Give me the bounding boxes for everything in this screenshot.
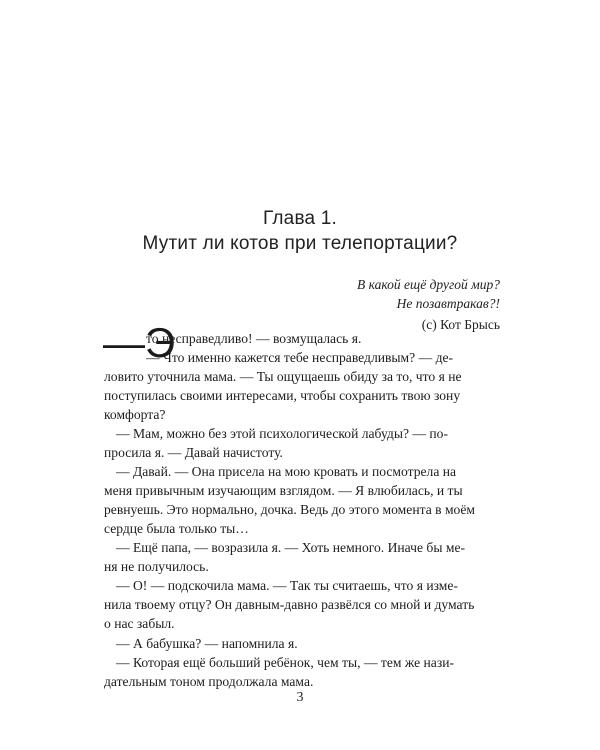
body-line: — О! — подскочила мама. — Так ты считаешь, что я изме- [116, 578, 458, 593]
epigraph-attribution: (с) Кот Брысь [421, 317, 500, 332]
page-number: 3 [296, 690, 304, 705]
epigraph-line1: В какой ещё другой мир? [357, 277, 500, 292]
body-line: — Давай. — Она присела на мою кровать и посмотрела на [116, 464, 457, 479]
body-line: ня не получилось. [104, 559, 209, 574]
body-line: — Мам, можно без этой психологической лабуды? — по- [116, 426, 448, 441]
body-line: то несправедливо! — возмущалась я. [146, 331, 362, 346]
chapter-title-line1: Глава 1. [262, 208, 338, 229]
body-line: — Ещё папа, — возразила я. — Хоть немного. Иначе бы ме- [116, 540, 466, 555]
body-line: ревнуешь. Это нормально, дочка. Ведь до этого момента в моём [104, 502, 475, 517]
body-line: о нас забыл. [104, 616, 175, 631]
body-line: меня привычным изучающим взглядом. — Я влюбилась, и ты [104, 483, 463, 498]
drop-cap: —Э [103, 319, 176, 366]
body-line: — Что именно кажется тебе несправедливым? — де- [146, 350, 454, 365]
body-line: просила я. — Давай начистоту. [104, 445, 283, 460]
chapter-title-line2: Мутит ли котов при телепортации? [142, 233, 458, 254]
body-line: дательным тоном продолжала мама. [104, 674, 314, 689]
body-line: комфорта? [104, 407, 166, 422]
body-line: нила твоему отцу? Он давным-давно развёлся со мной и думать [104, 597, 475, 612]
body-line: сердце была только ты… [104, 521, 249, 536]
body-line: — А бабушка? — напомнила я. [116, 636, 298, 651]
epigraph-line2: Не позавтракав?! [396, 296, 500, 311]
body-line: ловито уточнила мама. — Ты ощущаешь обиду за то, что я не [104, 369, 462, 384]
body-line: поступилась своими интересами, чтобы сохранить твою зону [104, 388, 461, 403]
body-line: — Которая ещё больший ребёнок, чем ты, — тем же нази- [116, 655, 454, 670]
